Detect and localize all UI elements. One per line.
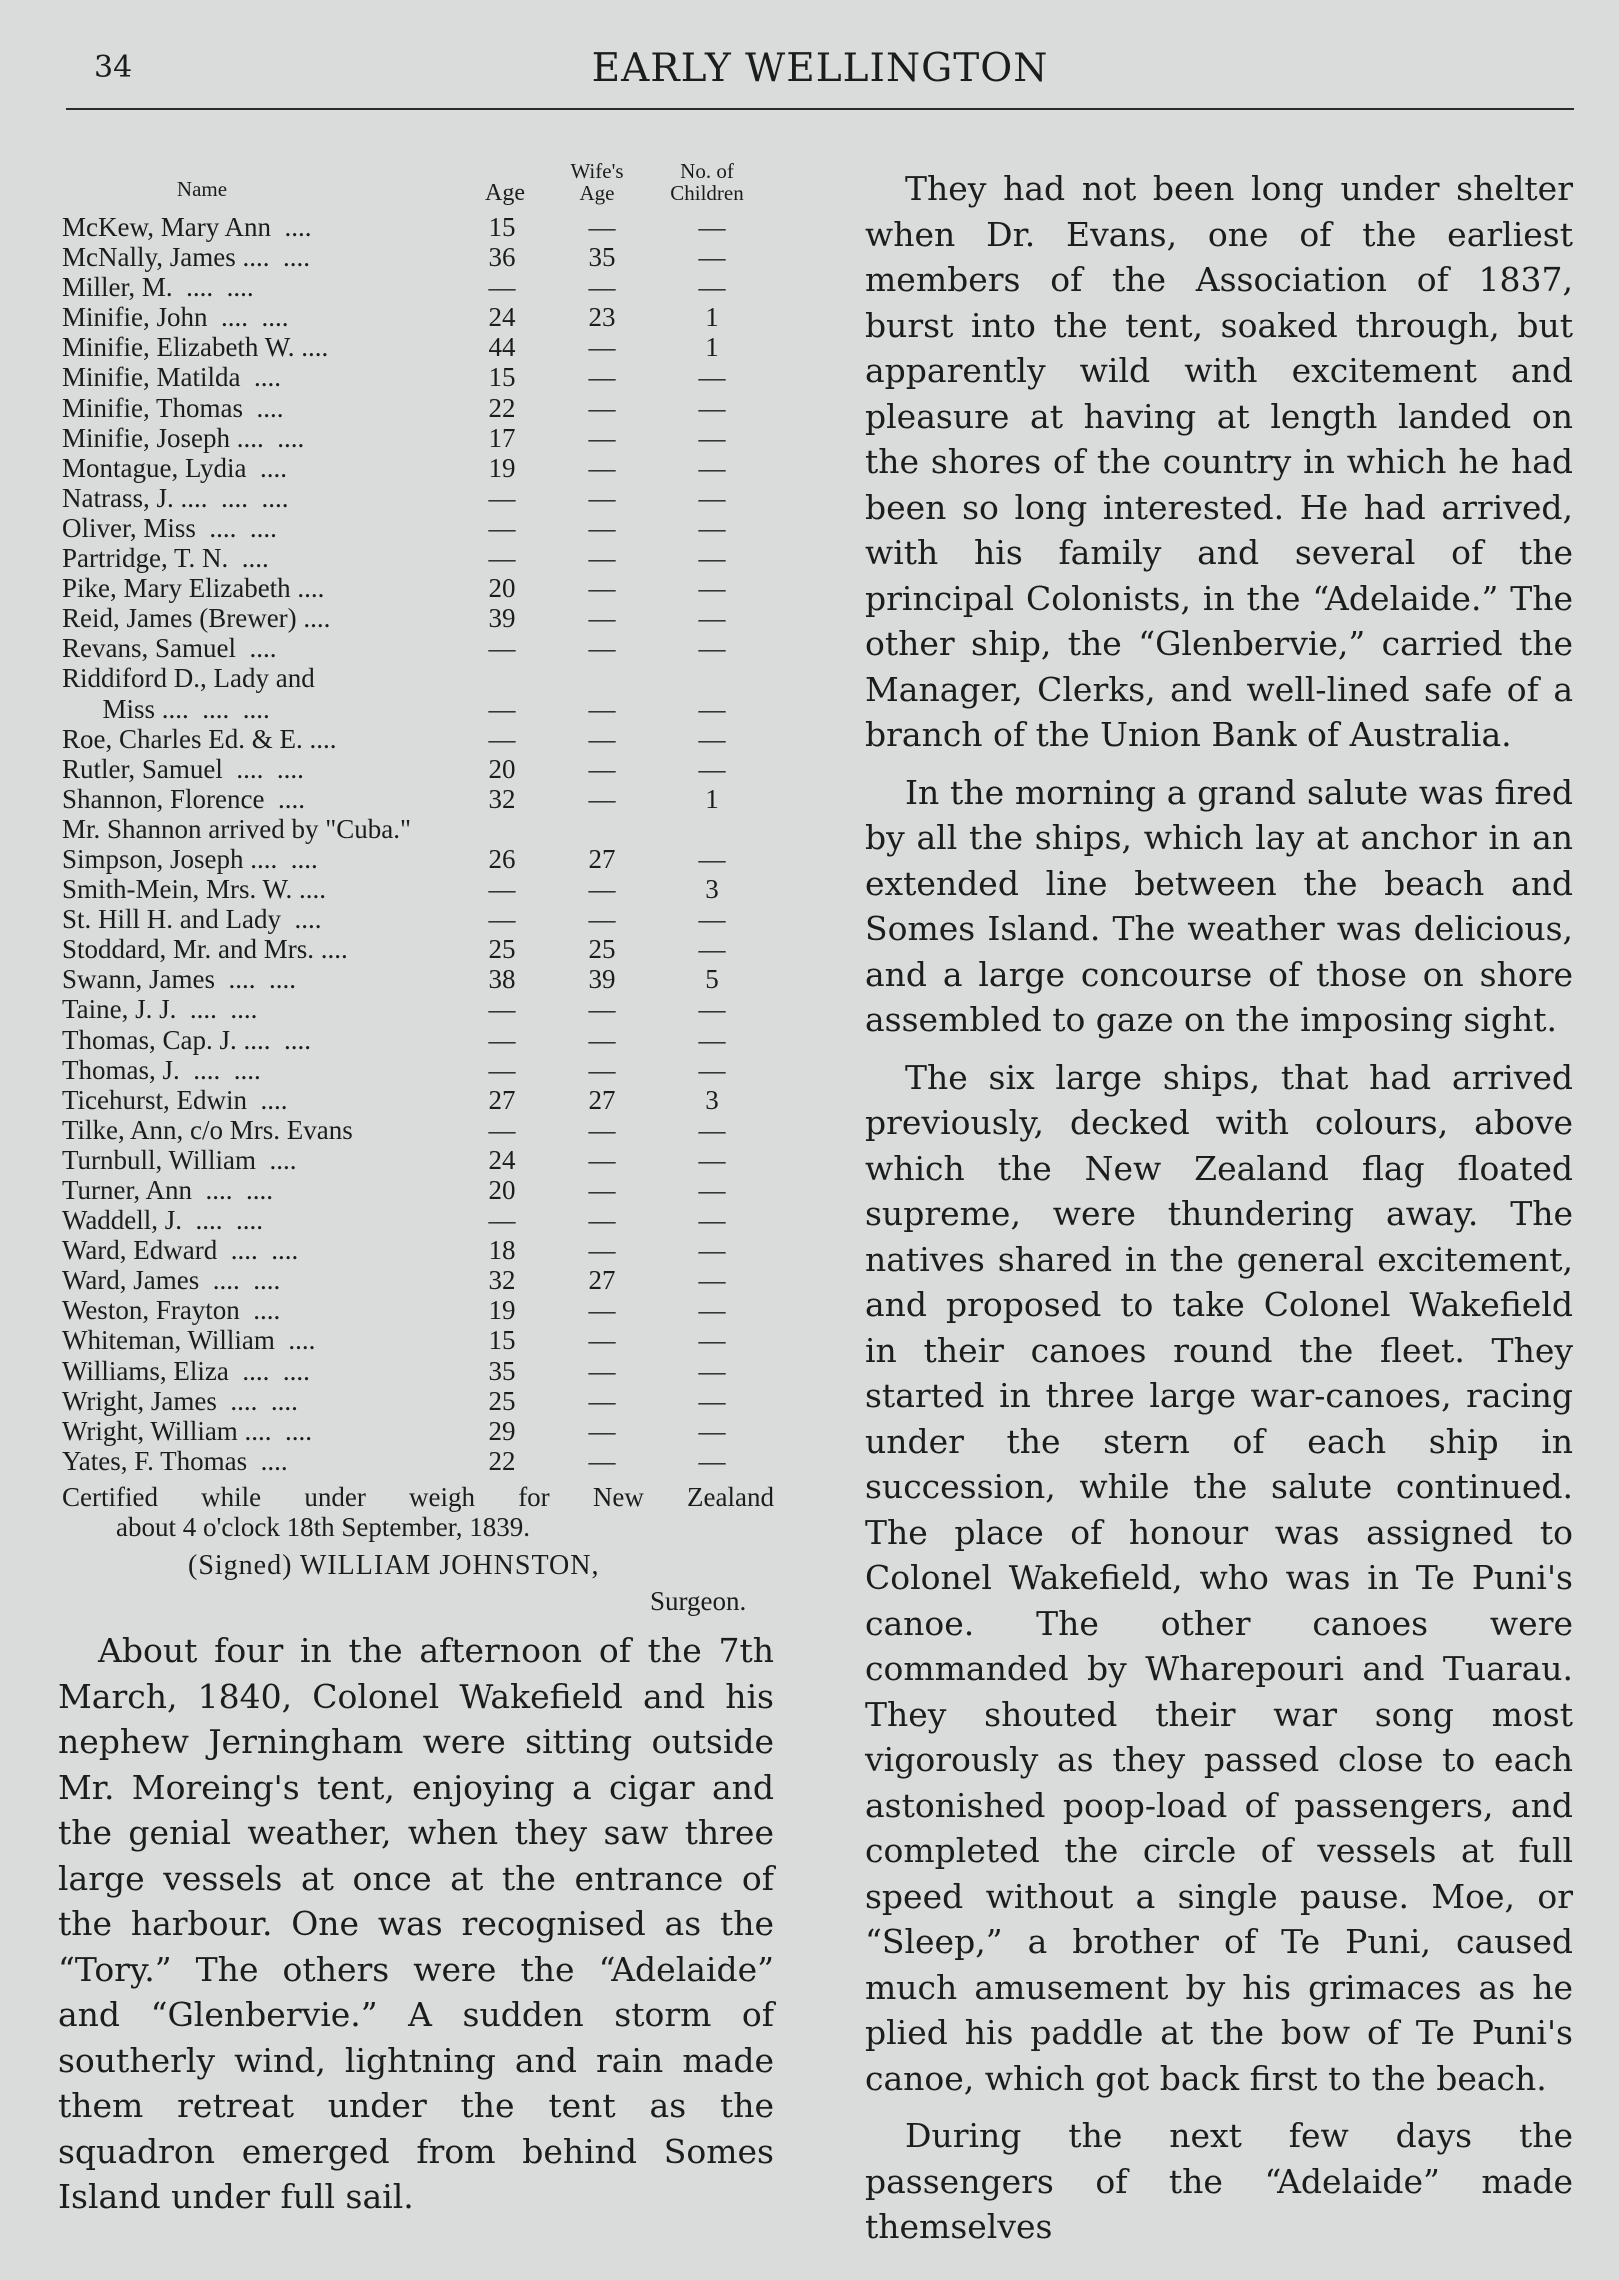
certification-word: for [518,1482,550,1512]
passenger-name: Taine, J. J. .... .... [62,994,258,1025]
certification-word: Certified [62,1482,158,1512]
passenger-name: Partridge, T. N. .... [62,543,269,574]
table-row [62,453,792,483]
certification-line-1 [62,1482,774,1512]
table-row [62,1025,792,1055]
right-column-paragraph: The six large ships, that had arrived previously, decked with colours, above which the New Zealand flag floated supreme, were thundering away. The natives shared in the general excitement, and proposed to take Colonel Wakefield in their canoes round the fleet. They started in three large war-canoes, racing under the stern of each ship in succession, while the salute continued. The place of honour was assigned to Colonel Wakefield, who was in Te Puni's canoe. The other canoes were commanded by Wharepouri and Tuarau. They shouted their war song most vigorously as they passed close to each astonished poop-load of passengers, and completed the circle of vessels at full speed without a single pause. Moe, or “Sleep,” a brother of Te Puni, caused much amusement by his grimaces as he plied his paddle at the bow of Te Puni's canoe, which got back first to the beach. [865,1057,1573,2098]
table-row [62,724,792,754]
wife-age: — [588,362,616,393]
wife-age: — [588,543,616,574]
passenger-name: Roe, Charles Ed. & E. .... [62,723,337,754]
left-column-paragraph: About four in the afternoon of the 7th March, 1840, Colonel Wakefield and his nephew Jerningham were sitting outside Mr. Moreing's tent, enjoying a cigar and the genial weather, when they saw three large vessels at once at the entrance of the harbour. One was recognised as the “Tory.” The others were the “Adelaide” and “Glenbervie.” A sudden storm of southerly wind, lightning and rain made them retreat under the tent as the squadron emerged from behind Somes Island under full sail. [58,1631,774,2216]
passenger-age: — [488,633,516,664]
passenger-name: Weston, Frayton .... [62,1295,281,1326]
children-count: — [698,1114,726,1145]
certification-word: weigh [409,1482,475,1512]
passenger-name: Oliver, Miss .... .... [62,512,277,543]
wife-age: — [588,783,616,814]
wife-age: — [588,1385,616,1416]
passenger-name: Riddiford D., Lady and [62,663,315,694]
passenger-age: 19 [488,1295,516,1326]
passenger-name: Williams, Eliza .... .... [62,1355,310,1386]
passenger-age: 25 [488,1385,516,1416]
wife-age: 27 [588,1084,616,1115]
passenger-age: 15 [488,362,516,393]
table-row [62,393,792,423]
wife-age: — [588,753,616,784]
passenger-age: — [488,272,516,303]
wife-age: — [588,994,616,1025]
certification-line-2: about 4 o'clock 18th September, 1839. [116,1512,530,1542]
children-count: — [698,934,726,965]
children-count: 1 [705,783,719,814]
running-title: EARLY WELLINGTON [591,46,1049,91]
passenger-name: Wright, James .... .... [62,1385,298,1416]
passenger-name: Turner, Ann .... .... [62,1175,273,1205]
passenger-name: Wright, William .... .... [62,1415,313,1446]
children-count: — [698,543,726,574]
table-row [62,423,792,453]
wife-age: — [588,422,616,453]
passenger-age: — [488,693,516,724]
children-count: — [698,362,726,393]
right-column [865,166,1573,2262]
wife-age: — [588,1325,616,1356]
children-count: — [698,693,726,724]
table-row [62,603,792,633]
column-header-age: Age [485,180,525,206]
table-row [62,1175,792,1205]
passenger-age: 22 [488,1445,516,1476]
children-count: — [698,1355,726,1386]
table-row [62,994,792,1024]
wife-age: — [588,693,616,724]
table-row [62,513,792,543]
wife-age: — [588,603,616,634]
wife-age: — [588,1415,616,1446]
passenger-name: Tilke, Ann, c/o Mrs. Evans [62,1114,353,1145]
wife-age: — [588,1205,616,1236]
passenger-age: 26 [488,843,516,874]
passenger-age: 19 [488,452,516,483]
passenger-name: Stoddard, Mr. and Mrs. .... [62,934,348,965]
passenger-name: Pike, Mary Elizabeth .... [62,573,325,604]
passenger-name: Swann, James .... .... [62,964,296,995]
wife-age: — [588,452,616,483]
table-body [62,212,792,1476]
passenger-age: 36 [488,242,516,273]
header-rule [66,108,1574,110]
column-header-name: Name [176,177,228,201]
passenger-name: Minifie, John .... .... [62,302,289,333]
passenger-name: Shannon, Florence .... [62,783,305,814]
certification [62,1482,774,1542]
children-count: — [698,272,726,303]
table-row [62,964,792,994]
table-row [62,874,792,904]
children-count: 1 [705,332,719,363]
children-count: — [698,753,726,784]
children-count: 3 [705,874,719,905]
children-count: — [698,1205,726,1236]
passenger-age: — [488,512,516,543]
passenger-age: — [488,904,516,935]
table-row [62,573,792,603]
children-count: 5 [705,964,719,995]
wife-age: — [588,392,616,423]
table-row [62,1265,792,1295]
table-row [62,1356,792,1386]
table-row [62,483,792,513]
passenger-name: Miller, M. .... .... [62,272,254,303]
table-row [62,633,792,663]
table-row [62,663,792,693]
table-row [62,904,792,934]
passenger-name: Whiteman, William .... [62,1325,316,1356]
page-number: 34 [94,50,133,85]
passenger-name: Ward, Edward .... .... [62,1235,299,1266]
table-row [62,1446,792,1476]
wife-age: — [588,1235,616,1266]
children-count: 3 [705,1084,719,1115]
passenger-name: Minifie, Thomas .... [62,392,284,423]
passenger-name: Revans, Samuel .... [62,633,277,664]
table-row [62,784,792,814]
passenger-name: Natrass, J. .... .... .... [62,482,289,513]
children-count: — [698,242,726,273]
children-count: — [698,452,726,483]
wife-age: — [588,212,616,242]
certification-word: while [201,1482,262,1512]
table-row [62,814,792,844]
table-row [62,1115,792,1145]
certification-word: Zealand [687,1482,774,1512]
children-count: — [698,422,726,453]
passenger-name: Mr. Shannon arrived by "Cuba." [62,813,411,844]
wife-age: — [588,1355,616,1386]
table-row [62,934,792,964]
signatory-title: Surgeon. [650,1586,747,1616]
children-count: — [698,1295,726,1326]
children-count: — [698,1054,726,1085]
column-header-wife-age: Wife's Age [570,159,624,205]
table-row [62,242,792,272]
passenger-name: Smith-Mein, Mrs. W. .... [62,874,327,905]
passenger-age: — [488,723,516,754]
passenger-name: Ward, James .... .... [62,1265,281,1296]
wife-age: — [588,573,616,604]
wife-age: — [588,1445,616,1476]
children-count: — [698,512,726,543]
children-count: — [698,1175,726,1205]
passenger-age: 22 [488,392,516,423]
children-count: — [698,904,726,935]
wife-age: — [588,723,616,754]
table-row [62,844,792,874]
wife-age: — [588,482,616,513]
passenger-name: Thomas, J. .... .... [62,1054,261,1085]
wife-age: 27 [588,843,616,874]
table-row [62,362,792,392]
passenger-age: — [488,482,516,513]
table-row [62,1235,792,1265]
children-count: — [698,392,726,423]
children-count: — [698,994,726,1025]
passenger-age: — [488,1054,516,1085]
passenger-name: Ticehurst, Edwin .... [62,1084,288,1115]
wife-age: — [588,1295,616,1326]
passenger-name: Rutler, Samuel .... .... [62,753,304,784]
wife-age: — [588,1175,616,1205]
passenger-name: Simpson, Joseph .... .... [62,843,318,874]
passenger-age: 39 [488,603,516,634]
passenger-name: Yates, F. Thomas .... [62,1445,288,1476]
passenger-name: Montague, Lydia .... [62,452,287,483]
table-row [62,332,792,362]
passenger-age: 35 [488,1355,516,1386]
passenger-age: 15 [488,1325,516,1356]
passenger-age: 24 [488,302,516,333]
certification-word: New [592,1482,644,1512]
table-row [62,1325,792,1355]
right-column-paragraph: In the morning a grand salute was fired by all the ships, which lay at anchor in an extended line between the beach and Somes Island. The weather was delicious, and a large concourse of those on shore assembled to gaze on the imposing sight. [865,772,1573,1039]
table-row [62,694,792,724]
passenger-age: 44 [488,332,516,363]
children-count: — [698,212,726,242]
passenger-age: 20 [488,1175,516,1205]
children-count: — [698,1265,726,1296]
children-count: — [698,1415,726,1446]
children-count: 1 [705,302,719,333]
wife-age: — [588,1024,616,1055]
column-header-children: No. of Children [670,159,744,205]
right-column-paragraph: During the next few days the passengers of the “Adelaide” made themselves [865,2116,1573,2246]
passenger-name: St. Hill H. and Lady .... [62,904,322,935]
passenger-age: 20 [488,573,516,604]
wife-age: — [588,512,616,543]
passenger-age: — [488,1205,516,1236]
wife-age: — [588,633,616,664]
children-count: — [698,723,726,754]
wife-age: — [588,1144,616,1175]
table-row [62,1386,792,1416]
children-count: — [698,843,726,874]
wife-age: — [588,1114,616,1145]
wife-age: 25 [588,934,616,965]
passenger-age: — [488,1024,516,1055]
table-row [62,302,792,332]
passenger-name: Thomas, Cap. J. .... .... [62,1024,311,1055]
passenger-age: — [488,1114,516,1145]
passenger-age: 27 [488,1084,516,1115]
passenger-age: 17 [488,422,516,453]
wife-age: 35 [588,242,616,273]
children-count: — [698,1024,726,1055]
wife-age: 27 [588,1265,616,1296]
passenger-name: Reid, James (Brewer) .... [62,603,331,634]
passenger-name: Minifie, Elizabeth W. .... [62,332,329,363]
children-count: — [698,1445,726,1476]
passenger-age: 20 [488,753,516,784]
table-row [62,1055,792,1085]
passenger-age: 38 [488,964,516,995]
passenger-age: 32 [488,783,516,814]
table-row [62,1295,792,1325]
table-row [62,212,792,242]
passenger-age: — [488,543,516,574]
passenger-name: Miss .... .... .... [62,693,270,724]
page-header [66,42,1574,102]
passenger-name: McNally, James .... .... [62,242,310,273]
wife-age: — [588,904,616,935]
table-row [62,1085,792,1115]
passenger-age: 29 [488,1415,516,1446]
table-row [62,272,792,302]
certification-word: under [304,1482,366,1512]
wife-age: — [588,874,616,905]
children-count: — [698,1385,726,1416]
table-row [62,1416,792,1446]
table-row [62,1205,792,1235]
passenger-age: — [488,874,516,905]
passenger-name: McKew, Mary Ann .... [62,212,312,242]
passenger-age: 32 [488,1265,516,1296]
children-count: — [698,1235,726,1266]
children-count: — [698,1325,726,1356]
passenger-name: Minifie, Joseph .... .... [62,422,305,453]
wife-age: 39 [588,964,616,995]
passenger-name: Waddell, J. .... .... [62,1205,264,1236]
right-column-paragraph: They had not been long under shelter when Dr. Evans, one of the earliest members of the Association of 1837, burst into the tent, soaked through, but apparently wild with excitement and pleasure at having at length landed on the shores of the country in which he had been so long interested. He had arrived, with his family and several of the principal Colonists, in the “Adelaide.” The other ship, the “Glenbervie,” carried the Manager, Clerks, and well-lined safe of a branch of the Union Bank of Australia. [865,169,1573,754]
children-count: — [698,603,726,634]
passenger-age: 25 [488,934,516,965]
children-count: — [698,1144,726,1175]
passenger-age: 24 [488,1144,516,1175]
passenger-name: Turnbull, William .... [62,1144,297,1175]
wife-age: — [588,332,616,363]
wife-age: — [588,1054,616,1085]
table-row [62,1145,792,1175]
children-count: — [698,633,726,664]
passenger-name: Minifie, Matilda .... [62,362,281,393]
signature: (Signed) WILLIAM JOHNSTON, [188,1550,600,1581]
passenger-age: — [488,994,516,1025]
passenger-age: 15 [488,212,516,242]
wife-age: 23 [588,302,616,333]
table-row [62,543,792,573]
table-row [62,754,792,784]
children-count: — [698,573,726,604]
passenger-age: 18 [488,1235,516,1266]
wife-age: — [588,272,616,303]
children-count: — [698,482,726,513]
